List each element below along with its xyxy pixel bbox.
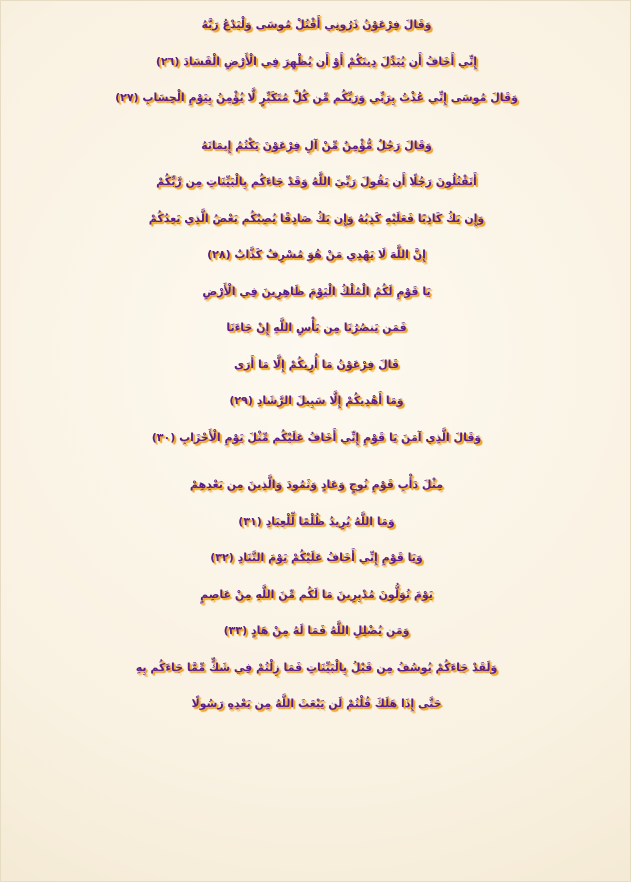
verse-line: وَقَالَ مُوسَى إِنِّي عُذْتُ بِرَبِّي وَرَبِّكُم مِّن كُلِّ مُتَكَبِّرٍ لَّا يُؤْمِنُ بِيَوْمِ الْحِسَابِ (٢٧) xyxy=(115,91,518,104)
verse-line: مِثْلَ دَأْبِ قَوْمِ نُوحٍ وَعَادٍ وَثَمُودَ وَالَّذِينَ مِن بَعْدِهِمْ xyxy=(189,478,444,491)
verse-line: قَالَ فِرْعَوْنُ مَا أُرِيكُمْ إِلَّا مَا أَرَى xyxy=(234,357,399,371)
verse-line: وَقَالَ فِرْعَوْنُ ذَرُونِي أَقْتُلْ مُوسَى وَلْيَدْعُ رَبَّهُ xyxy=(201,18,432,31)
verse-line: فَمَن يَنصُرُنَا مِن بَأْسِ اللَّهِ إِنْ جَاءَنَا xyxy=(226,321,407,334)
verse-line: وَقَالَ الَّذِي آمَنَ يَا قَوْمِ إِنِّي أَخَافُ عَلَيْكُم مِّثْلَ يَوْمِ الْأَحْزَابِ (٣٠) xyxy=(151,430,482,444)
verse-line: أَتَقْتُلُونَ رَجُلًا أَن يَقُولَ رَبِّيَ اللَّهُ وَقَدْ جَاءَكُم بِالْبَيِّنَاتِ مِن رَّبِّكُمْ xyxy=(156,175,477,188)
verse-line: يَا قَوْمِ لَكُمُ الْمُلْكُ الْيَوْمَ ظَاهِرِينَ فِي الْأَرْضِ xyxy=(202,284,431,298)
verse-line: يَوْمَ تُوَلُّونَ مُدْبِرِينَ مَا لَكُم مِّنَ اللَّهِ مِنْ عَاصِمٍ xyxy=(200,587,433,601)
verse-line: وَيَا قَوْمِ إِنِّي أَخَافُ عَلَيْكُمْ يَوْمَ التَّنَادِ (٣٢) xyxy=(210,551,423,564)
verse-line: وَلَقَدْ جَاءَكُمْ يُوسُفُ مِن قَبْلُ بِالْبَيِّنَاتِ فَمَا زِلْتُمْ فِي شَكٍّ مِّمَّا جَاءَكُم بِهِ xyxy=(135,660,498,674)
verse-line: وَمَا اللَّهُ يُرِيدُ ظُلْمًا لِّلْعِبَادِ (٣١) xyxy=(238,514,395,528)
verse-line: وَمَن يُضْلِلِ اللَّهُ فَمَا لَهُ مِنْ هَادٍ (٣٣) xyxy=(223,624,410,637)
verse-line: حَتَّى إِذَا هَلَكَ قُلْتُمْ لَن يَبْعَثَ اللَّهُ مِن بَعْدِهِ رَسُولًا xyxy=(191,697,442,710)
verse-line: وَإِن يَكُ كَاذِبًا فَعَلَيْهِ كَذِبُهُ وَإِن يَكُ صَادِقًا يُصِبْكُم بَعْضُ الَّذِي يَعِدُكُمْ xyxy=(148,211,485,225)
verse-line: إِنِّي أَخَافُ أَن يُبَدِّلَ دِينَكُمْ أَوْ أَن يُظْهِرَ فِي الْأَرْضِ الْفَسَادَ (٢٦) xyxy=(155,54,478,68)
verse-line: وَقَالَ رَجُلٌ مُّؤْمِنٌ مِّنْ آلِ فِرْعَوْنَ يَكْتُمُ إِيمَانَهُ xyxy=(201,138,432,152)
verse-line: إِنَّ اللَّهَ لَا يَهْدِي مَنْ هُوَ مُسْرِفٌ كَذَّابٌ (٢٨) xyxy=(207,248,426,261)
verse-line: وَمَا أَهْدِيكُمْ إِلَّا سَبِيلَ الرَّشَادِ (٢٩) xyxy=(229,394,404,407)
verse-list xyxy=(1,7,631,723)
